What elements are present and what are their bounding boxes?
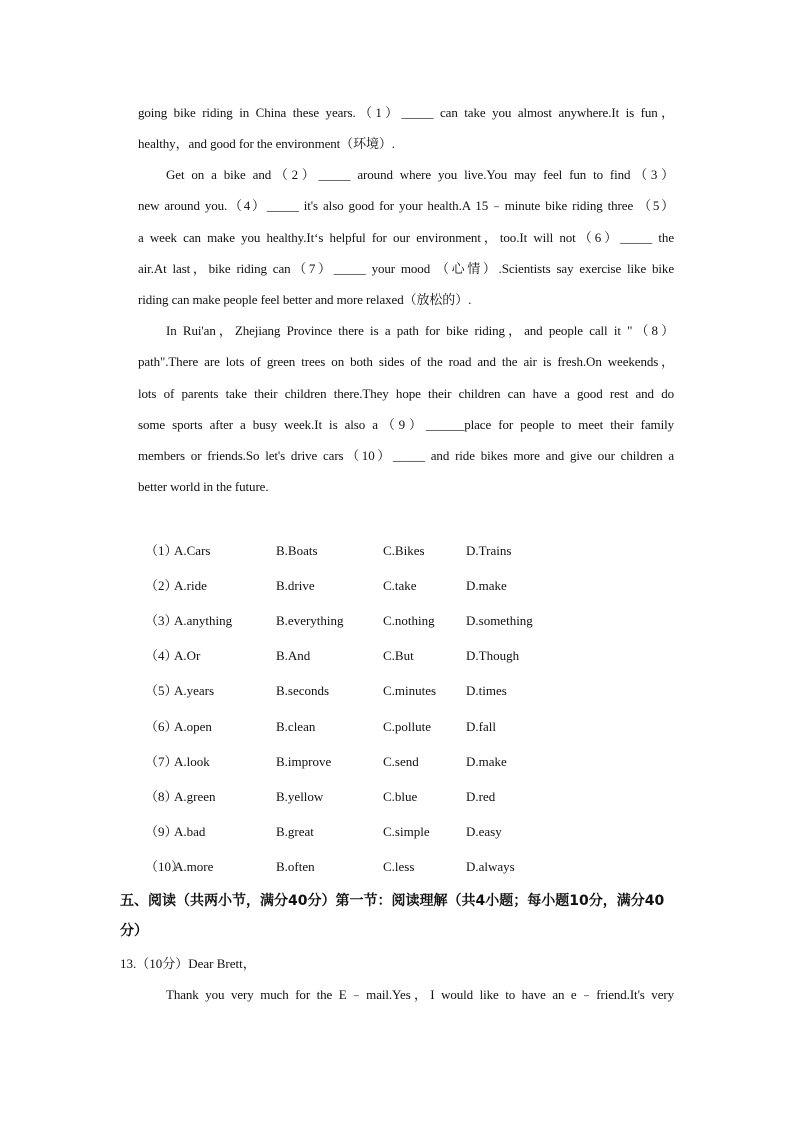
option-d: D.easy	[466, 824, 502, 839]
passage-line-13: better world in the future.	[138, 479, 269, 494]
question-number: （6）	[145, 719, 178, 734]
question-13-label: 13.（10分）Dear Brett，	[120, 956, 256, 971]
option-c: C.nothing	[383, 613, 435, 628]
option-a: A.years	[174, 683, 215, 698]
passage-line-4: new around you.（4）_____ it's also good for your health.A 15﹣minute bike riding three （5）	[138, 198, 674, 213]
option-b: B.yellow	[276, 789, 324, 804]
question-13-first-line: Thank you very much for the E﹣mail.Yes，I would like to have an e﹣friend.It's very	[166, 987, 674, 1002]
option-d: D.Though	[466, 648, 520, 663]
passage-line-3: Get on a bike and（2）_____ around where you live.You may feel fun to find（3）	[166, 167, 674, 182]
option-c: C.blue	[383, 789, 418, 804]
option-c: C.send	[383, 754, 419, 769]
option-b: B.Boats	[276, 543, 318, 558]
option-c: C.less	[383, 859, 415, 874]
option-b: B.seconds	[276, 683, 330, 698]
passage-line-2: healthy，and good for the environment（环境）.	[138, 136, 395, 151]
option-b: B.improve	[276, 754, 332, 769]
option-d: D.make	[466, 578, 507, 593]
question-number: （9）	[145, 824, 178, 839]
option-d: D.Trains	[466, 543, 512, 558]
option-d: D.always	[466, 859, 515, 874]
option-c: C.take	[383, 578, 417, 593]
option-d: D.fall	[466, 719, 496, 734]
option-d: D.something	[466, 613, 533, 628]
option-a: A.more	[174, 859, 214, 874]
passage-line-8: In Rui'an，Zhejiang Province there is a path for bike riding，and people call it "（8）	[166, 323, 674, 338]
passage-line-11: some sports after a busy week.It is also a（9）______place for people to meet their family	[138, 417, 674, 432]
passage-line-6: air.At last，bike riding can（7）_____ your mood （心情）.Scientists say exercise like bike	[138, 261, 674, 276]
option-a: A.ride	[174, 578, 207, 593]
passage-line-12: members or friends.So let's drive cars（10）_____ and ride bikes more and give our children a	[138, 448, 674, 463]
passage-line-10: lots of parents take their children there.They hope their children can have a good rest and do	[138, 386, 674, 401]
option-c: C.simple	[383, 824, 430, 839]
question-number: （2）	[145, 578, 178, 593]
question-number: （4）	[145, 648, 178, 663]
option-b: B.often	[276, 859, 315, 874]
option-a: A.green	[174, 789, 216, 804]
option-a: A.anything	[174, 613, 233, 628]
passage-line-1: going bike riding in China these years.（1）_____ can take you almost anywhere.It is fun，	[138, 105, 674, 120]
question-number: （5）	[145, 683, 178, 698]
question-number: （3）	[145, 613, 178, 628]
question-number: （8）	[145, 789, 178, 804]
option-c: C.minutes	[383, 683, 437, 698]
option-d: D.red	[466, 789, 496, 804]
question-number: （10）	[145, 859, 185, 874]
option-c: C.pollute	[383, 719, 432, 734]
option-c: C.Bikes	[383, 543, 425, 558]
question-number: （1）	[145, 543, 178, 558]
option-d: D.make	[466, 754, 507, 769]
option-a: A.look	[174, 754, 210, 769]
option-d: D.times	[466, 683, 507, 698]
passage-line-9: path".There are lots of green trees on both sides of the road and the air is fresh.On weekends，	[138, 354, 674, 369]
option-b: B.everything	[276, 613, 344, 628]
question-number: （7）	[145, 754, 178, 769]
passage-line-5: a week can make you healthy.It‘s helpful for our environment，too.It will not（6）_____ the	[138, 230, 674, 245]
option-a: A.bad	[174, 824, 206, 839]
passage-line-7: riding can make people feel better and more relaxed（放松的）.	[138, 292, 472, 307]
option-b: B.great	[276, 824, 314, 839]
section-heading: 五、阅读（共两小节，满分40分）第一节：阅读理解（共4小题；每小题10分，满分40	[120, 893, 665, 909]
option-c: C.But	[383, 648, 414, 663]
option-a: A.Cars	[174, 543, 211, 558]
option-a: A.Or	[174, 648, 201, 663]
option-a: A.open	[174, 719, 212, 734]
option-b: B.drive	[276, 578, 315, 593]
option-b: B.clean	[276, 719, 316, 734]
option-b: B.And	[276, 648, 311, 663]
section-heading-continued: 分）	[120, 923, 148, 939]
